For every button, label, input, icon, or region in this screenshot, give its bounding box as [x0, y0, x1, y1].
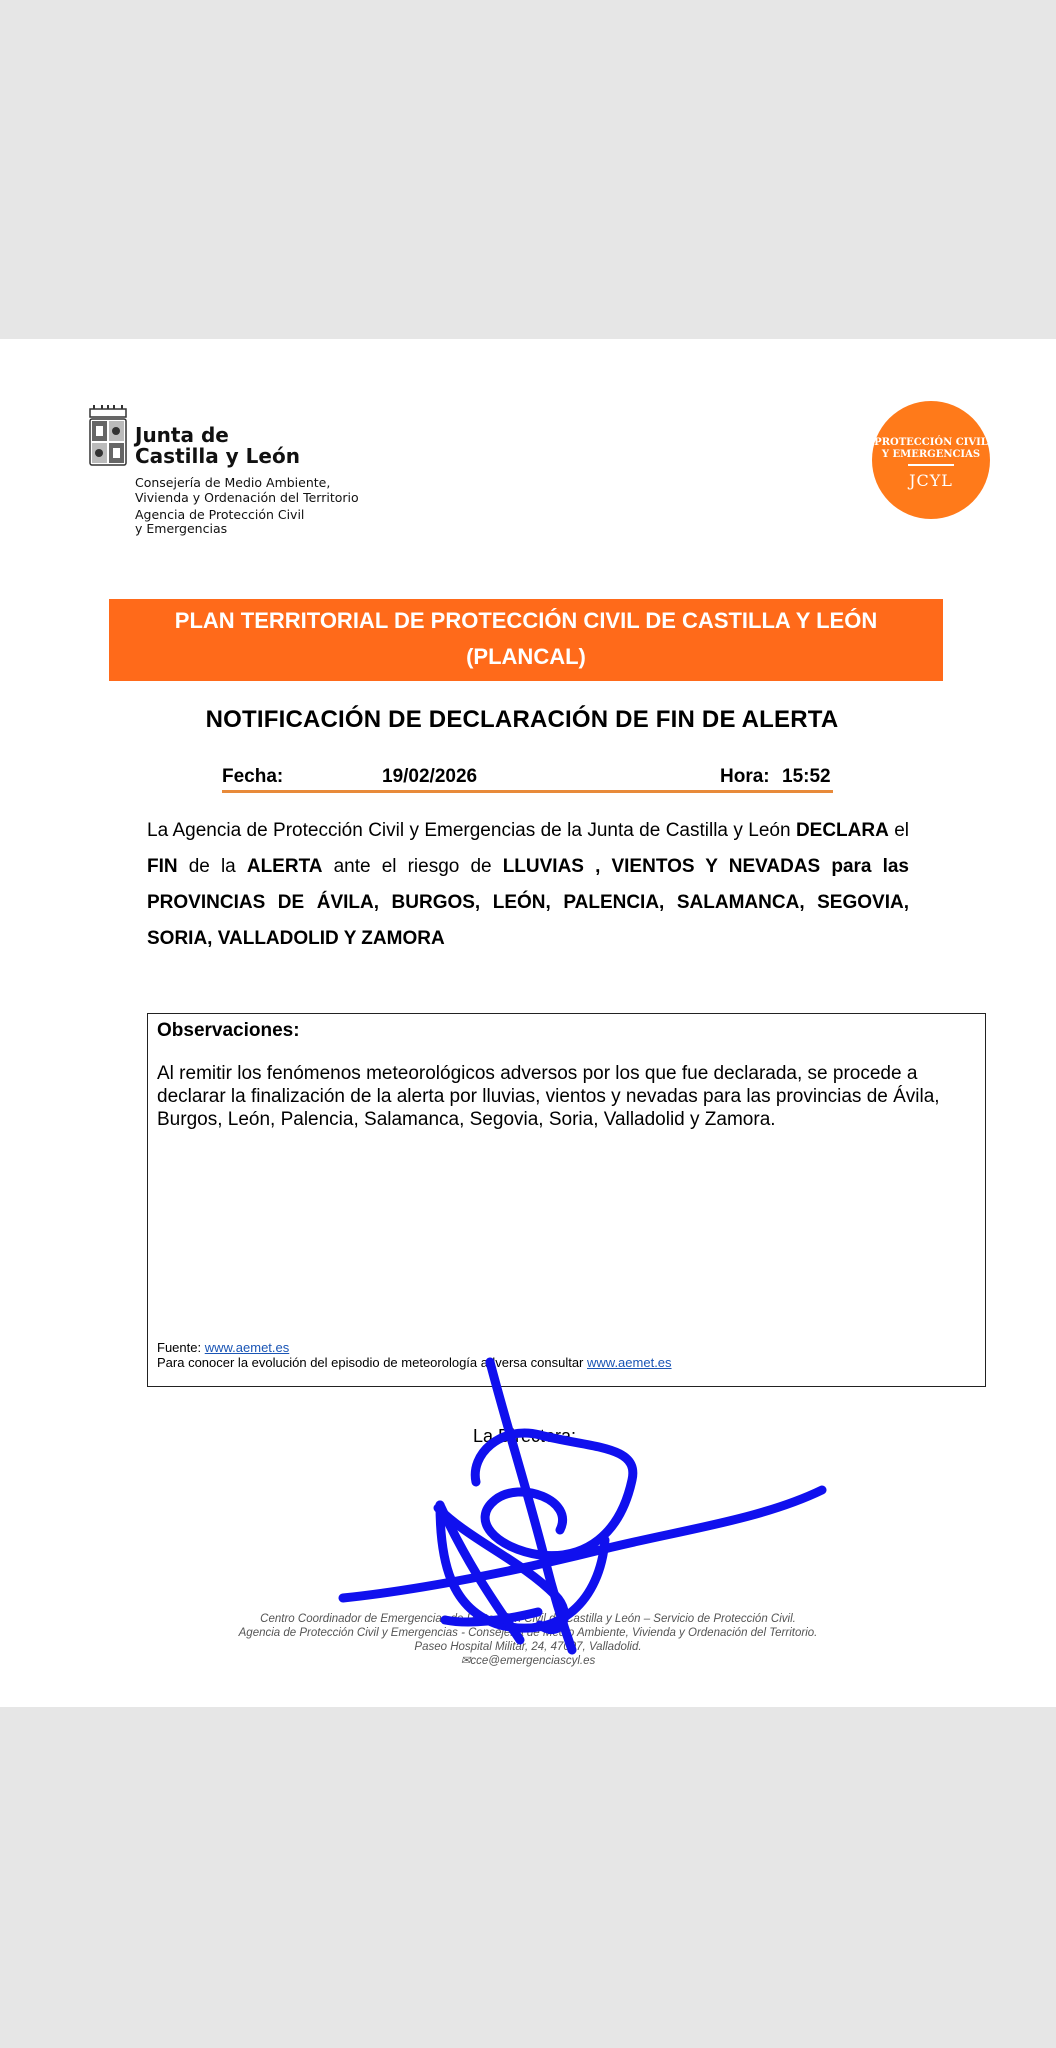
- hora-label: Hora:: [720, 766, 770, 787]
- notification-title: NOTIFICACIÓN DE DECLARACIÓN DE FIN DE ALERTA: [205, 706, 839, 733]
- director-label: La Directora:: [473, 1426, 577, 1446]
- junta-title: Junta de Castilla y León: [135, 423, 300, 468]
- junta-logo: [88, 405, 418, 536]
- logo-divider: [908, 464, 954, 466]
- fecha-label: Fecha:: [222, 766, 284, 787]
- declaration-de-la: de la: [188, 856, 236, 877]
- hora-value: 15:52: [782, 766, 831, 787]
- alerta-word: ALERTA: [246, 856, 323, 877]
- plan-banner: PLAN TERRITORIAL DE PROTECCIÓN CIVIL DE CASTILLA Y LEÓN (PLANCAL): [109, 599, 943, 681]
- footer: [0, 1612, 1056, 1668]
- coat-of-arms-icon: [88, 405, 128, 475]
- document-page: [0, 339, 1056, 1707]
- evolution-text: Para conocer la evolución del episodio de meteorología adversa consultar: [157, 1355, 584, 1370]
- source-label: Fuente:: [157, 1340, 202, 1355]
- footer-line-1: Centro Coordinador de Emergencias de Protección Civil de Castilla y León – Servicio de Protección Civil.: [260, 1613, 796, 1625]
- agencia-label: Agencia de Protección Civil y Emergencias: [135, 507, 305, 536]
- declaration-ante: ante el riesgo de: [333, 856, 492, 877]
- riesgos-text: LLUVIAS , VIENTOS Y NEVADAS para las PROVINCIAS DE ÁVILA, BURGOS, LEÓN, PALENCIA, SALAMANCA, SEGOVIA, SORIA, VALLADOLID Y ZAMORA: [147, 856, 909, 949]
- fin-word: FIN: [147, 856, 178, 877]
- declaration-paragraph: [147, 813, 909, 957]
- footer-email-line: [0, 1654, 1056, 1668]
- date-time-row: [222, 766, 833, 793]
- proteccion-civil-logo: [872, 401, 990, 519]
- declara-word: DECLARA: [795, 820, 889, 841]
- footer-line-2: Agencia de Protección Civil y Emergencias - Consejería de Medio Ambiente, Vivienda y Ordenación del Territorio.: [238, 1627, 818, 1639]
- mail-icon: ✉: [460, 1655, 471, 1667]
- consejeria-label: Consejería de Medio Ambiente, Vivienda y Ordenación del Territorio: [135, 475, 359, 505]
- fecha-value: 19/02/2026: [382, 766, 478, 787]
- evolution-link[interactable]: www.aemet.es: [587, 1355, 672, 1370]
- footer-email: cce@emergenciascyl.es: [470, 1655, 596, 1667]
- logo-text: PROTECCIÓN CIVIL Y EMERGENCIAS: [874, 437, 988, 460]
- observations-box: [147, 1013, 986, 1387]
- footer-line-3: Paseo Hospital Militar, 24, 47007, Valladolid.: [414, 1641, 642, 1653]
- declaration-intro: La Agencia de Protección Civil y Emergencias de la Junta de Castilla y León: [147, 820, 791, 841]
- declaration-el: el: [894, 820, 910, 841]
- logo-abbr: JCYL: [909, 471, 953, 490]
- source-link[interactable]: www.aemet.es: [204, 1340, 290, 1355]
- observations-text: Al remitir los fenómenos meteorológicos adversos por los que fue declarada, se procede a declarar la finalización de la alerta por lluvias, vientos y nevadas para las provincias de Ávila, Burgos, León, Palencia, Salamanca, Segovia, Soria, Valladolid y Zamora.: [157, 1063, 940, 1130]
- evolution-line: [157, 1355, 672, 1370]
- observations-title: Observaciones:: [157, 1020, 300, 1041]
- source-line: [157, 1340, 289, 1355]
